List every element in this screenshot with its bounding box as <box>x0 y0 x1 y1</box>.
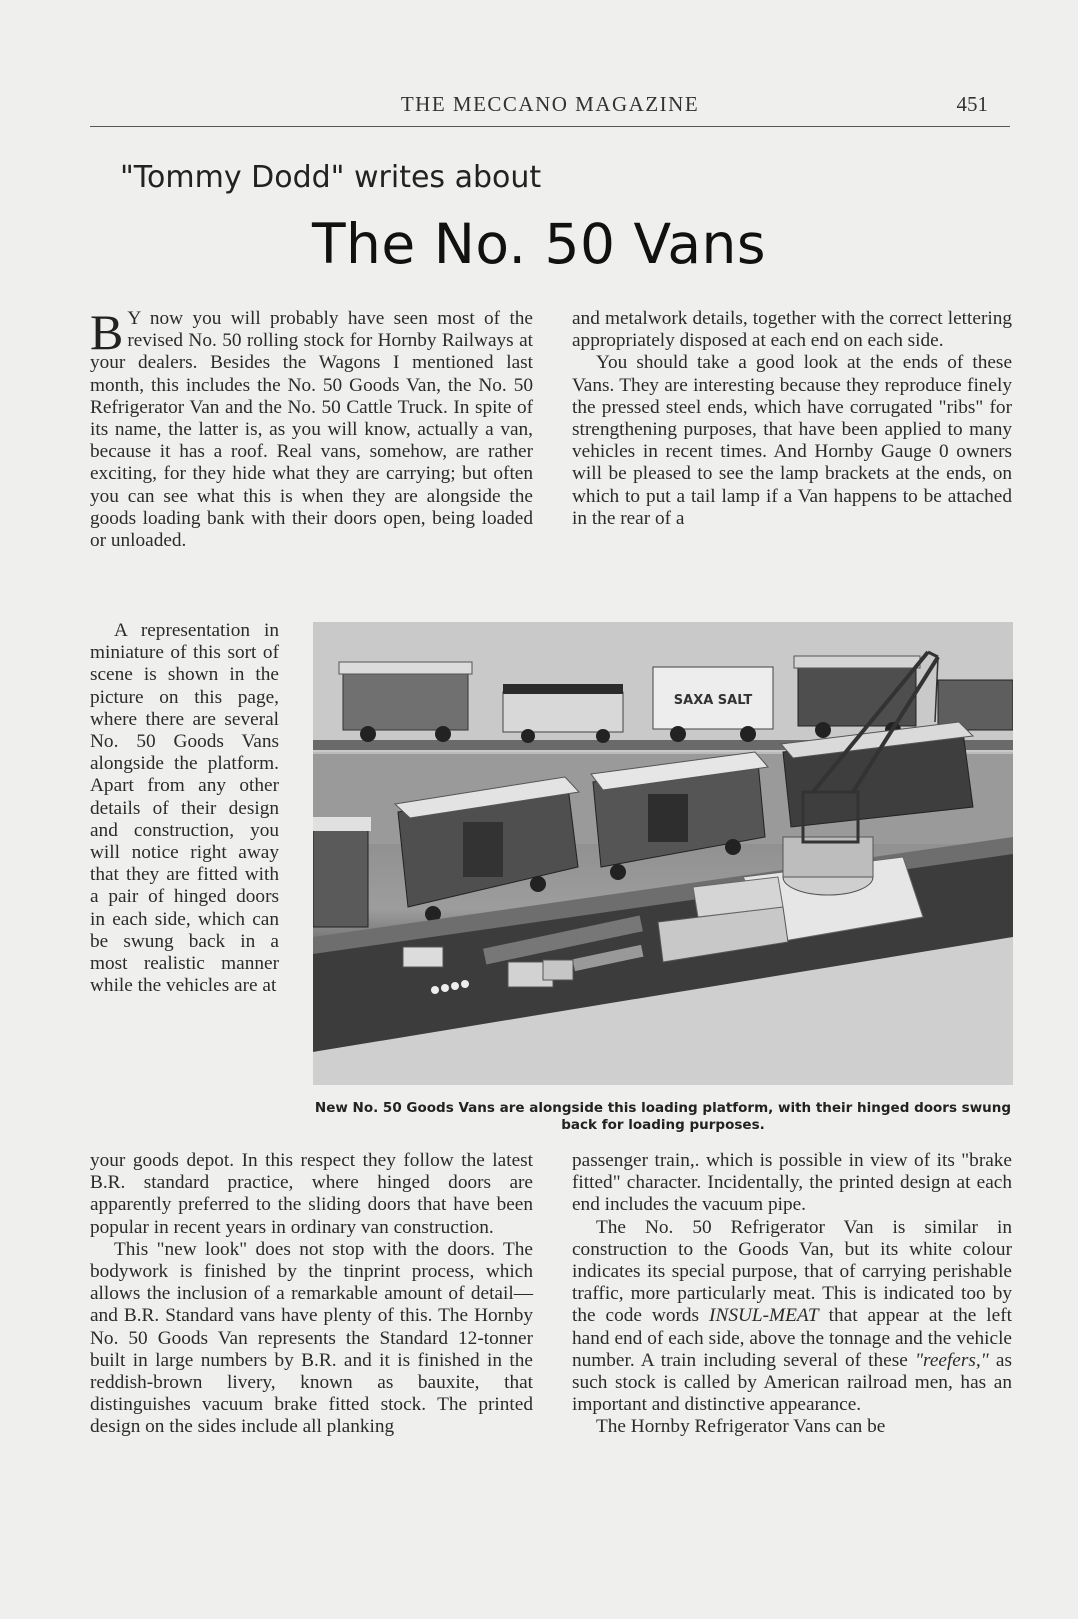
page-number: 451 <box>956 92 988 116</box>
back-van-1 <box>339 662 472 742</box>
article-headline: The No. 50 Vans <box>311 212 767 276</box>
left-bottom-paragraph-2: This "new look" does not stop with the doors. The bodywork is finished by the tinprint process, which allows the inclusion of a remarkable amount of detail—and B.R. Standard vans have plenty of this. The Hornby No. 50 Goods Van represents the Standard 12-tonner built in large numbers by B.R. and it is finished in the reddish-brown livery, known as bauxite, that distinguishes vacuum brake fitted stock. The printed design on the sides include all planking <box>90 1238 533 1438</box>
right-bottom-paragraph-2 <box>572 1217 1012 1417</box>
opening-paragraph-text: Y now you will probably have seen most of the revised No. 50 rolling stock for Hornby Railways at your dealers. Besides the Wagons I mentioned last month, this includes the No. 50 Goods Van, the No. 50 Refrigerator Van and the No. 50 Cattle Truck. In spite of its name, the latter is, as you will know, actually a van, because it has a roof. Real vans, somehow, are rather exciting, for they hide what they are carrying; but often you can see what this is when they are alongside the goods loading bank with their doors open, being loaded or unloaded. <box>90 308 533 552</box>
right-column-bottom <box>572 1150 1012 1439</box>
left-column-narrow <box>90 620 279 997</box>
refrigerator-text-3: as such stock is called by American railroad men, has an important and distinctive appearance. <box>572 1349 1012 1416</box>
drop-cap: B <box>90 304 124 360</box>
running-title: THE MECCANO MAGAZINE <box>400 92 700 116</box>
right-bottom-paragraph-3: The Hornby Refrigerator Vans can be <box>596 1416 886 1438</box>
right-column-top <box>572 308 1012 530</box>
right-top-paragraph-1: and metalwork details, together with the correct lettering appropriately disposed at each end on each side. <box>572 308 1012 352</box>
photo-caption: New No. 50 Goods Vans are alongside this loading platform, with their hinged doors swung back for loading purposes. <box>314 1100 1012 1133</box>
opening-paragraph <box>90 304 533 552</box>
back-van-4 <box>794 656 920 738</box>
code-words: INSUL-MEAT <box>709 1305 819 1327</box>
left-column-bottom <box>90 1150 533 1439</box>
front-van-3 <box>591 752 768 880</box>
running-head <box>90 92 1010 127</box>
van-label: SAXA SALT <box>673 693 753 708</box>
narrow-paragraph: A representation in miniature of this sort of scene is shown in the picture on this page, where there are several No. 50 Goods Vans alongside the platform. Apart from any other details of their design and construction, you will notice right away that they are fitted with a pair of hinged doors in each side, which can be swung back in a most realistic manner while the vehicles are at <box>90 620 279 997</box>
photo-illustration <box>313 622 1013 1085</box>
reefers-term: "reefers," <box>914 1349 989 1371</box>
left-column-top <box>90 304 533 552</box>
left-bottom-paragraph-1: your goods depot. In this respect they follow the latest B.R. standard practice, where hinged doors are apparently preferred to the sliding doors that have been popular in recent years in ordinary van construction. <box>90 1150 533 1238</box>
right-top-paragraph-2: You should take a good look at the ends of these Vans. They are interesting because they reproduce finely the pressed steel ends, which have corrugated "ribs" for strengthening purposes, that have been applied to many vehicles in recent times. And Hornby Gauge 0 owners will be pleased to see the lamp brackets at the ends, on which to put a tail lamp if a Van happens to be attached in the rear of a <box>572 352 1012 529</box>
refrigerator-text-2: that appear at the left hand end of each side, above the tonnage and the vehicle number. A train including several of these <box>572 1305 1013 1371</box>
front-van-1 <box>313 817 371 927</box>
goods-vans-photo <box>313 622 1013 1085</box>
article-kicker: "Tommy Dodd" writes about <box>120 160 542 195</box>
refrigerator-text-1: The No. 50 Refrigerator Van is similar in construction to the Goods Van, but its white colour indicates its special purpose, that of carrying perishable traffic, more particularly meat. This is indicated too by the code words <box>572 1216 1012 1327</box>
right-bottom-paragraph-1: passenger train,. which is possible in view of its "brake fitted" character. Incidentally, the printed design at each end includes the vacuum pipe. <box>572 1150 1012 1216</box>
